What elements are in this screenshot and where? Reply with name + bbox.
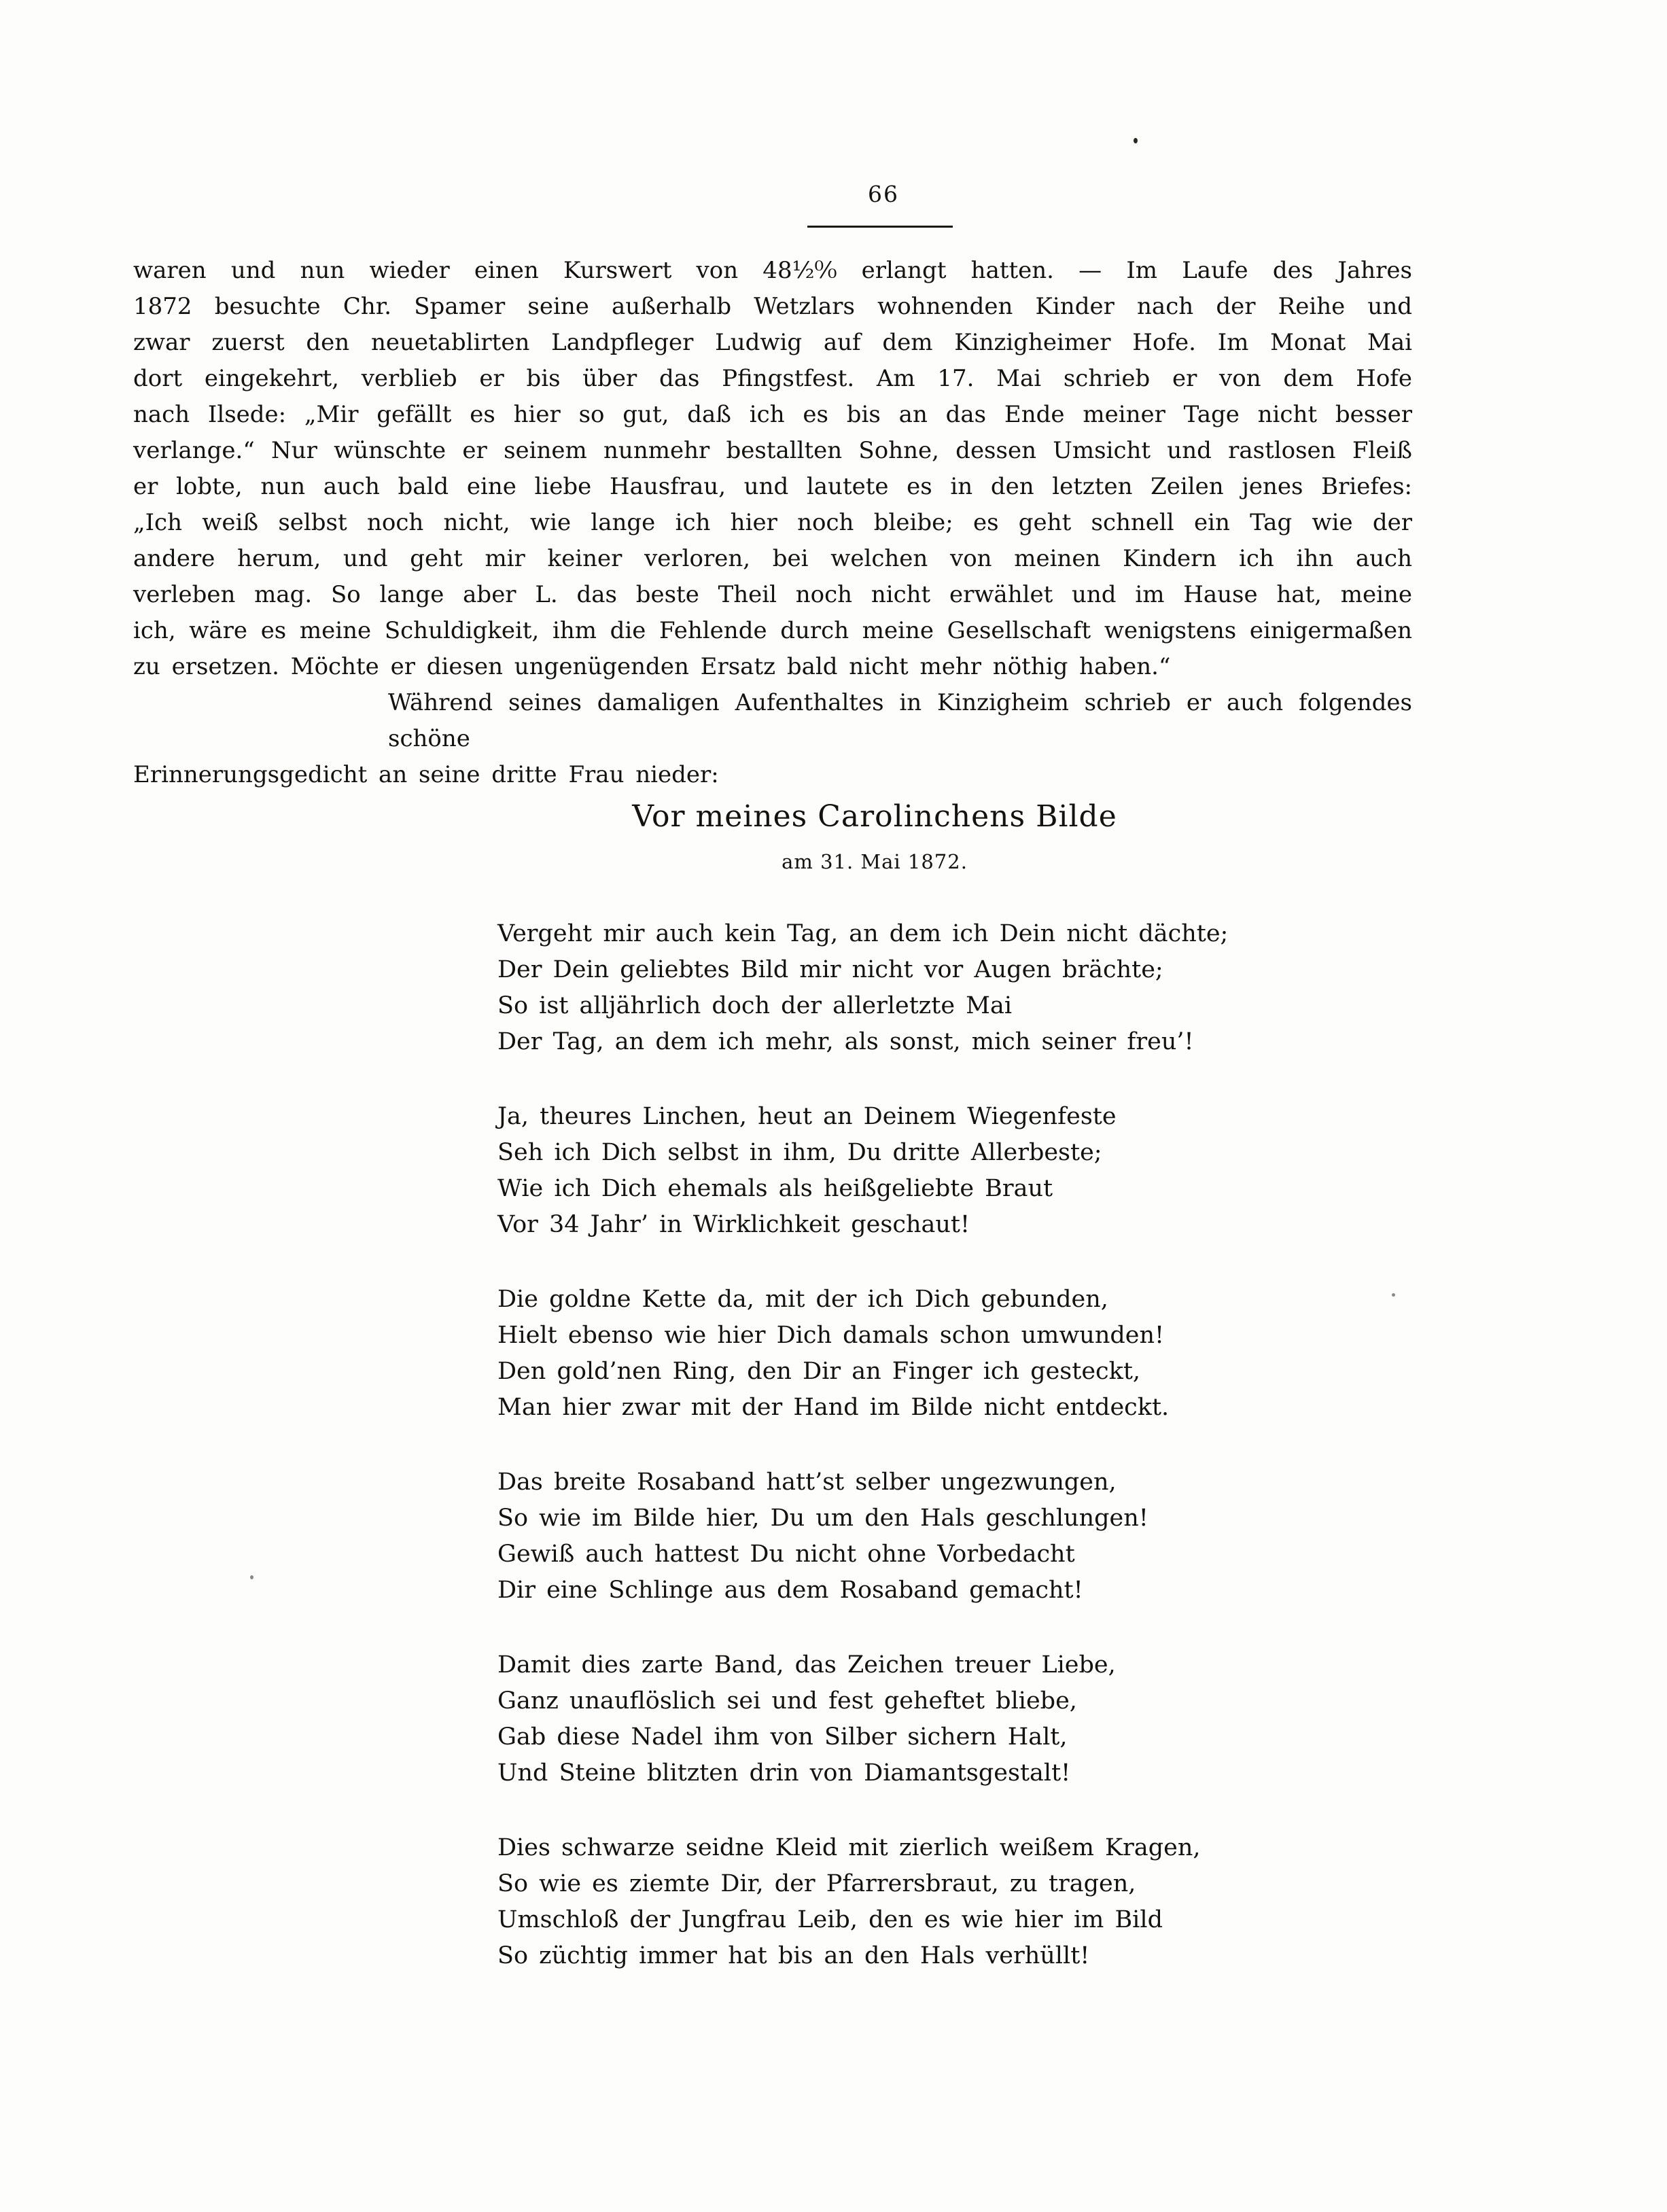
poem-line: Der Dein geliebtes Bild mir nicht vor Augen brächte; <box>497 956 1163 983</box>
poem-line: So wie im Bilde hier, Du um den Hals geschlungen! <box>497 1505 1148 1532</box>
poem-line: Hielt ebenso wie hier Dich damals schon umwunden! <box>497 1322 1165 1349</box>
poem-line: Ja, theures Linchen, heut an Deinem Wiegenfeste <box>497 1103 1117 1130</box>
poem-stanza <box>497 1464 1228 1609</box>
poem-stanza <box>497 1647 1228 1791</box>
poem-line: Den gold’nen Ring, den Dir an Finger ich gesteckt, <box>497 1358 1141 1385</box>
text-line: 1872 besuchte Chr. Spamer seine außerhalb Wetzlars wohnenden Kinder nach der Reihe und <box>133 293 1412 320</box>
poem-line: Umschloß der Jungfrau Leib, den es wie hier im Bild <box>497 1906 1163 1933</box>
text-line: Während seines damaligen Aufenthaltes in Kinzigheim schrieb er auch folgendes schöne <box>388 689 1412 752</box>
poem-line: Vor 34 Jahr’ in Wirklichkeit geschaut! <box>497 1211 970 1238</box>
page-number: 66 <box>868 181 899 207</box>
poem-line: Ganz unauflöslich sei und fest geheftet bliebe, <box>497 1687 1077 1715</box>
poem-date: am 31. Mai 1872. <box>782 850 968 873</box>
poem-line: Seh ich Dich selbst in ihm, Du dritte Allerbeste; <box>497 1139 1102 1166</box>
body-text <box>133 253 1412 793</box>
scan-speck <box>1134 138 1138 143</box>
text-line: zu ersetzen. Möchte er diesen ungenügenden Ersatz bald nicht mehr nöthig haben.“ <box>133 653 1171 680</box>
poem-stanza <box>497 1099 1228 1243</box>
poem-line: Die goldne Kette da, mit der ich Dich gebunden, <box>497 1286 1108 1313</box>
text-line: dort eingekehrt, verblieb er bis über das Pfingstfest. Am 17. Mai schrieb er von dem Hofe <box>133 365 1412 392</box>
poem-stanza <box>497 916 1228 1060</box>
text-line: nach Ilsede: „Mir gefällt es hier so gut, daß ich es bis an das Ende meiner Tage nicht besser <box>133 401 1412 428</box>
paragraph-intro-poem <box>133 685 1412 793</box>
poem <box>497 916 1228 2013</box>
scan-speck <box>1392 1293 1395 1297</box>
paragraph-continued <box>133 253 1412 685</box>
poem-heading <box>133 799 1412 873</box>
text-line: Erinnerungsgedicht an seine dritte Frau nieder: <box>133 761 719 788</box>
poem-line: Dies schwarze seidne Kleid mit zierlich weißem Kragen, <box>497 1834 1201 1861</box>
text-line: er lobte, nun auch bald eine liebe Hausfrau, und lautete es in den letzten Zeilen jenes Briefes: <box>133 473 1412 500</box>
scan-speck <box>250 1575 253 1579</box>
poem-line: Das breite Rosaband hatt’st selber ungezwungen, <box>497 1469 1117 1496</box>
poem-line: Vergeht mir auch kein Tag, an dem ich Dein nicht dächte; <box>497 920 1229 947</box>
poem-line: Man hier zwar mit der Hand im Bilde nicht entdeckt. <box>497 1394 1170 1421</box>
text-line: verleben mag. So lange aber L. das beste Theil noch nicht erwählet und im Hause hat, meine <box>133 581 1412 608</box>
text-line: waren und nun wieder einen Kurswert von 48¹⁄₂⁰⁄₀ erlangt hatten. — Im Laufe des Jahres <box>133 257 1412 284</box>
poem-line: Der Tag, an dem ich mehr, als sonst, mich seiner freu’! <box>497 1028 1194 1055</box>
poem-line: So züchtig immer hat bis an den Hals verhüllt! <box>497 1942 1090 1969</box>
poem-line: Gewiß auch hattest Du nicht ohne Vorbedacht <box>497 1541 1075 1568</box>
text-line: verlange.“ Nur wünschte er seinem nunmehr bestallten Sohne, dessen Umsicht und rastlosen Fleiß <box>133 437 1412 464</box>
poem-line: Dir eine Schlinge aus dem Rosaband gemacht! <box>497 1577 1083 1604</box>
poem-stanza <box>497 1830 1228 1974</box>
poem-line: So ist alljährlich doch der allerletzte Mai <box>497 992 1013 1019</box>
poem-line: Damit dies zarte Band, das Zeichen treuer Liebe, <box>497 1651 1116 1679</box>
poem-line: Wie ich Dich ehemals als heißgeliebte Braut <box>497 1175 1053 1202</box>
text-line: andere herum, und geht mir keiner verloren, bei welchen von meinen Kindern ich ihn auch <box>133 545 1412 572</box>
text-line: „Ich weiß selbst noch nicht, wie lange ich hier noch bleibe; es geht schnell ein Tag wie der <box>133 509 1412 536</box>
poem-title: Vor meines Carolinchens Bilde <box>632 799 1117 834</box>
poem-line: Und Steine blitzten drin von Diamantsgestalt! <box>497 1759 1071 1787</box>
poem-stanza <box>497 1282 1228 1426</box>
text-line: ich, wäre es meine Schuldigkeit, ihm die Fehlende durch meine Gesellschaft wenigstens einigermaßen <box>133 617 1412 644</box>
poem-line: Gab diese Nadel ihm von Silber sichern Halt, <box>497 1723 1068 1751</box>
header-rule <box>807 226 953 228</box>
text-line: zwar zuerst den neuetablirten Landpfleger Ludwig auf dem Kinzigheimer Hofe. Im Monat Mai <box>133 329 1412 356</box>
poem-line: So wie es ziemte Dir, der Pfarrersbraut, zu tragen, <box>497 1870 1136 1897</box>
